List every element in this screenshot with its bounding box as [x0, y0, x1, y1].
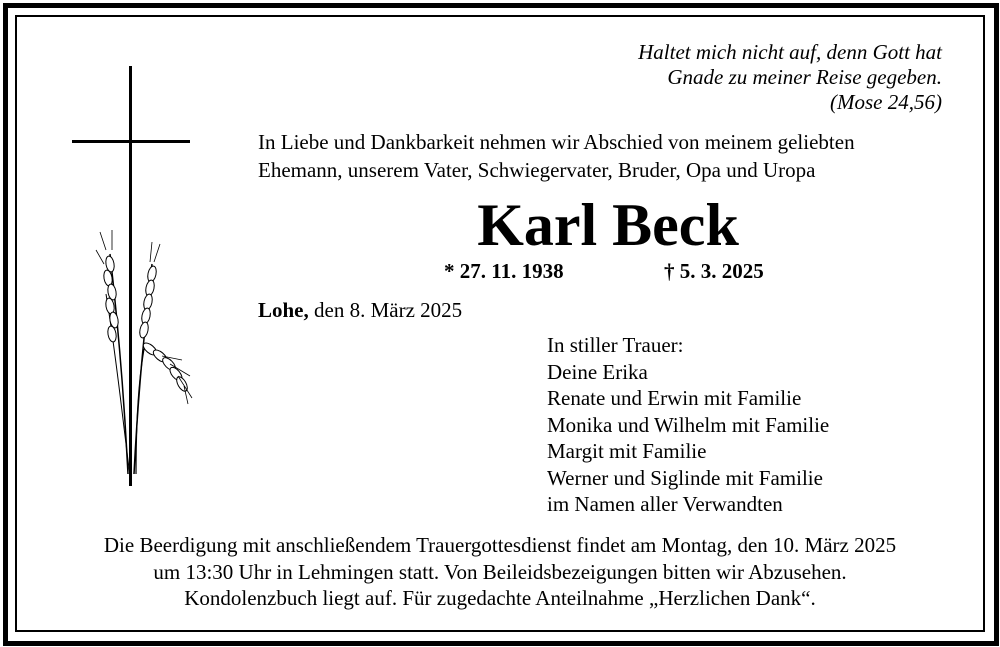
- quote-line-1: Haltet mich nicht auf, denn Gott hat: [638, 40, 942, 64]
- cross-with-wheat-icon: [66, 64, 196, 489]
- mourner-entry: Monika und Wilhelm mit Familie: [547, 412, 830, 437]
- mourner-entry: im Namen aller Verwandten: [547, 492, 783, 516]
- deceased-name: Karl Beck: [477, 192, 739, 258]
- place-date-line: [258, 297, 462, 323]
- funeral-line-1: Die Beerdigung mit anschließendem Trauergottesdienst findet am Montag, den 10. März 2025: [103, 533, 897, 557]
- quote-source: (Mose 24,56): [830, 90, 942, 114]
- intro-line-1: In Liebe und Dankbarkeit nehmen wir Abschied von meinem geliebten: [258, 130, 855, 154]
- date-text: den 8. März 2025: [308, 298, 463, 322]
- funeral-line-3: Kondolenzbuch liegt auf. Für zugedachte Anteilnahme „Herzlichen Dank“.: [184, 586, 816, 610]
- mourner-entry: Deine Erika: [547, 359, 648, 384]
- mourner-entry: Renate und Erwin mit Familie: [547, 386, 802, 410]
- funeral-line-2: um 13:30 Uhr in Lehmingen statt. Von Beileidsbezeigungen bitten wir Abzusehen.: [153, 559, 847, 584]
- intro-text: [258, 128, 855, 184]
- mourners-list: [547, 332, 829, 518]
- quote-line-2: Gnade zu meiner Reise gegeben.: [667, 65, 942, 89]
- birth-date: * 27. 11. 1938: [444, 259, 564, 283]
- funeral-notice: [0, 532, 1000, 612]
- place-name: Lohe,: [258, 298, 309, 322]
- mourners-heading: In stiller Trauer:: [547, 333, 684, 357]
- intro-line-2: Ehemann, unserem Vater, Schwiegervater, Bruder, Opa und Uropa: [258, 158, 816, 182]
- bible-quote: [638, 40, 942, 115]
- death-date: † 5. 3. 2025: [664, 259, 764, 283]
- mourner-entry: Margit mit Familie: [547, 439, 707, 463]
- mourner-entry: Werner und Siglinde mit Familie: [547, 465, 823, 490]
